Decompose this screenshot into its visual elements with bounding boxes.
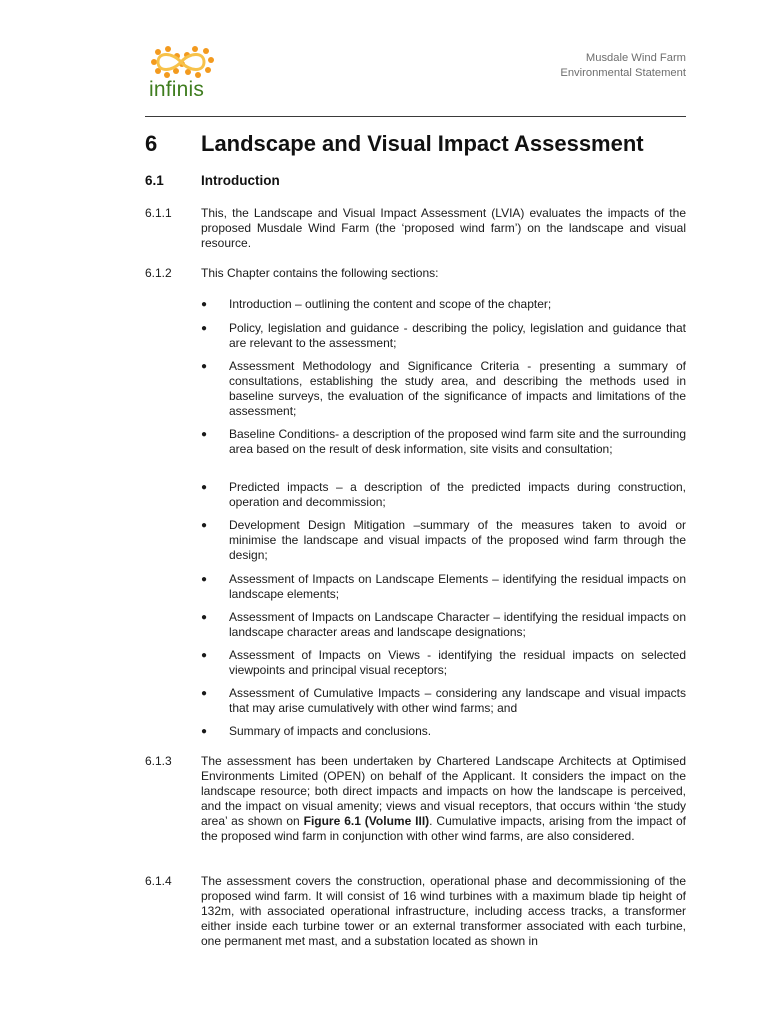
list-item: ● Introduction – outlining the content and scope of the chapter; — [201, 297, 552, 311]
paragraph-text: The assessment has been undertaken by Chartered Landscape Architects at Optimised Environments Limited (OPEN) on behalf of the Applicant. It considers the impact on the landscape resource; both direct impacts and impacts on how the landscape is perceived, and the impact on visual amenity; views and visual receptors, that occurs within ‘the study area’ as shown on Figure 6.1 (Volume III). Cumulative impacts, arising from the impact of the proposed wind farm in conjunction with other wind farms, are also considered. — [201, 754, 686, 843]
section-title: Introduction — [201, 173, 280, 188]
header-rule — [145, 116, 686, 117]
paragraph-number: 6.1.3 — [145, 754, 172, 768]
bullet-icon: ● — [201, 688, 208, 699]
bullet-icon: ● — [201, 299, 208, 310]
paragraph-number: 6.1.4 — [145, 874, 172, 888]
chapter-title: Landscape and Visual Impact Assessment — [201, 131, 644, 156]
paragraph-text: The assessment covers the construction, operational phase and decommissioning of the proposed wind farm. It will consist of 16 wind turbines with a maximum blade tip height of 132m, with associated operational infrastructure, including access tracks, a transformer either inside each turbine tower or an external transformer associated with each turbine, one permanent met mast, and a substation located as shown in — [201, 874, 686, 948]
paragraph-text: This Chapter contains the following sections: — [201, 266, 439, 280]
bullet-icon: ● — [201, 429, 208, 440]
paragraph-6-1-2 — [145, 266, 686, 281]
paragraph-number: 6.1.2 — [145, 266, 172, 280]
list-item: ● Assessment of Impacts on Landscape Elements – identifying the residual impacts on landscape elements; — [201, 572, 686, 601]
bullet-icon: ● — [201, 520, 208, 531]
chapter-number: 6 — [145, 131, 158, 156]
section-number: 6.1 — [145, 173, 164, 188]
list-item: ● Baseline Conditions- a description of the proposed wind farm site and the surrounding area based on the result of desk information, site visits and consultation; — [201, 427, 686, 456]
bullet-icon: ● — [201, 726, 208, 737]
bullet-icon: ● — [201, 574, 208, 585]
bullet-icon: ● — [201, 482, 208, 493]
paragraph-text: This, the Landscape and Visual Impact Assessment (LVIA) evaluates the impacts of the proposed Musdale Wind Farm (the ‘proposed wind farm’) on the landscape and visual resource. — [201, 206, 686, 250]
bullet-icon: ● — [201, 361, 208, 372]
list-item: ● Predicted impacts – a description of the predicted impacts during construction, operation and decommission; — [201, 480, 686, 509]
bullet-icon: ● — [201, 612, 208, 623]
list-item: ● Assessment Methodology and Significance Criteria - presenting a summary of consultations, establishing the study area, and describing the methods used in baseline surveys, the evaluation of the significance of impacts and limitations of the assessment; — [201, 359, 686, 418]
paragraph-6-1-4 — [145, 874, 686, 949]
figure-reference: Figure 6.1 (Volume III) — [303, 814, 430, 828]
paragraph-number: 6.1.1 — [145, 206, 172, 220]
list-item: ● Policy, legislation and guidance - describing the policy, legislation and guidance that are relevant to the assessment; — [201, 321, 686, 350]
project-name: Musdale Wind Farm — [585, 52, 686, 64]
document-name: Environmental Statement — [560, 67, 686, 79]
logo-wordmark: infinis — [149, 78, 205, 101]
bullet-icon: ● — [201, 323, 208, 334]
bullet-icon: ● — [201, 650, 208, 661]
list-item: ● Assessment of Cumulative Impacts – considering any landscape and visual impacts that may arise cumulatively with other wind farms; and — [201, 686, 686, 715]
list-item: ● Summary of impacts and conclusions. — [201, 724, 432, 738]
infinity-sun-icon — [146, 44, 216, 80]
list-item: ● Assessment of Impacts on Landscape Character – identifying the residual impacts on landscape character areas and landscape designations; — [201, 610, 686, 639]
paragraph-6-1-1 — [145, 206, 686, 251]
running-header — [560, 51, 686, 81]
list-item: ● Assessment of Impacts on Views - identifying the residual impacts on selected viewpoints and principal visual receptors; — [201, 648, 686, 677]
paragraph-6-1-3 — [145, 754, 686, 844]
list-item: ● Development Design Mitigation –summary of the measures taken to avoid or minimise the landscape and visual impacts of the proposed wind farm through the design; — [201, 518, 686, 562]
